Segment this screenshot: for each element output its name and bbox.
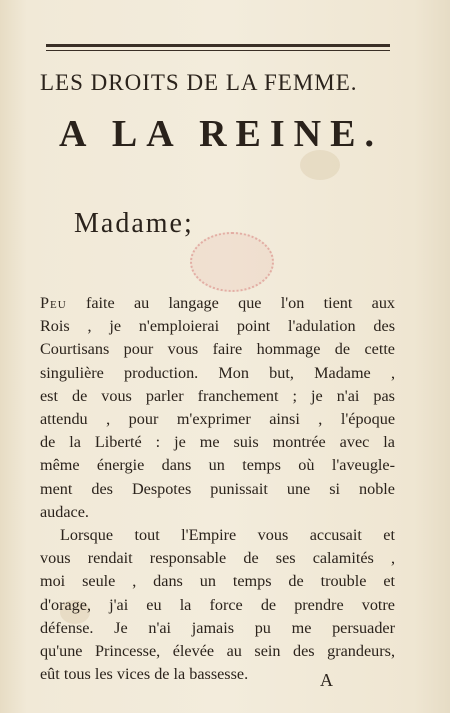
text-line-rest: faite au langage que l'on tient aux bbox=[85, 294, 396, 312]
text-line: d'orage, j'ai eu la force de prendre votre bbox=[40, 595, 395, 614]
text-line: de la Liberté : je me suis montrée avec la bbox=[40, 433, 395, 452]
page-title: A LA REINE. bbox=[59, 113, 383, 155]
text-line: ment des Despotes punissait une si noble bbox=[40, 479, 395, 498]
header-rule-thin bbox=[46, 50, 390, 51]
text-line: qu'une Princesse, élevée au sein des grandeurs, bbox=[40, 642, 395, 661]
running-head: LES DROITS DE LA FEMME. bbox=[40, 70, 358, 95]
text-line: défense. Je n'ai jamais pu me persuader bbox=[40, 618, 395, 637]
lead-word: Peu bbox=[40, 294, 67, 312]
text-line: Lorsque tout l'Empire vous accusait et bbox=[60, 526, 395, 545]
text-line: attendu , pour m'exprimer ainsi , l'époque bbox=[40, 410, 395, 429]
text-line: même énergie dans un temps où l'aveugle- bbox=[40, 456, 395, 475]
text-line: Courtisans pour vous faire hommage de cette bbox=[40, 340, 395, 359]
text-line: vous rendait responsable de ses calamités , bbox=[40, 549, 395, 568]
text-line: moi seule , dans un temps de trouble et bbox=[40, 572, 395, 591]
header-rule bbox=[46, 44, 390, 47]
text-line: est de vous parler franchement ; je n'ai pas bbox=[40, 386, 395, 405]
text-line: singulière production. Mon but, Madame , bbox=[40, 363, 395, 382]
text-line: Rois , je n'emploierai point l'adulation des bbox=[40, 317, 395, 336]
library-stamp bbox=[190, 232, 274, 292]
salutation: Madame; bbox=[74, 208, 194, 239]
text-line: audace. bbox=[40, 502, 89, 521]
text-line: eût tous les vices de la bassesse. bbox=[40, 665, 249, 684]
catchword: A bbox=[320, 670, 333, 690]
body-text bbox=[40, 292, 395, 686]
text-line bbox=[40, 292, 395, 315]
